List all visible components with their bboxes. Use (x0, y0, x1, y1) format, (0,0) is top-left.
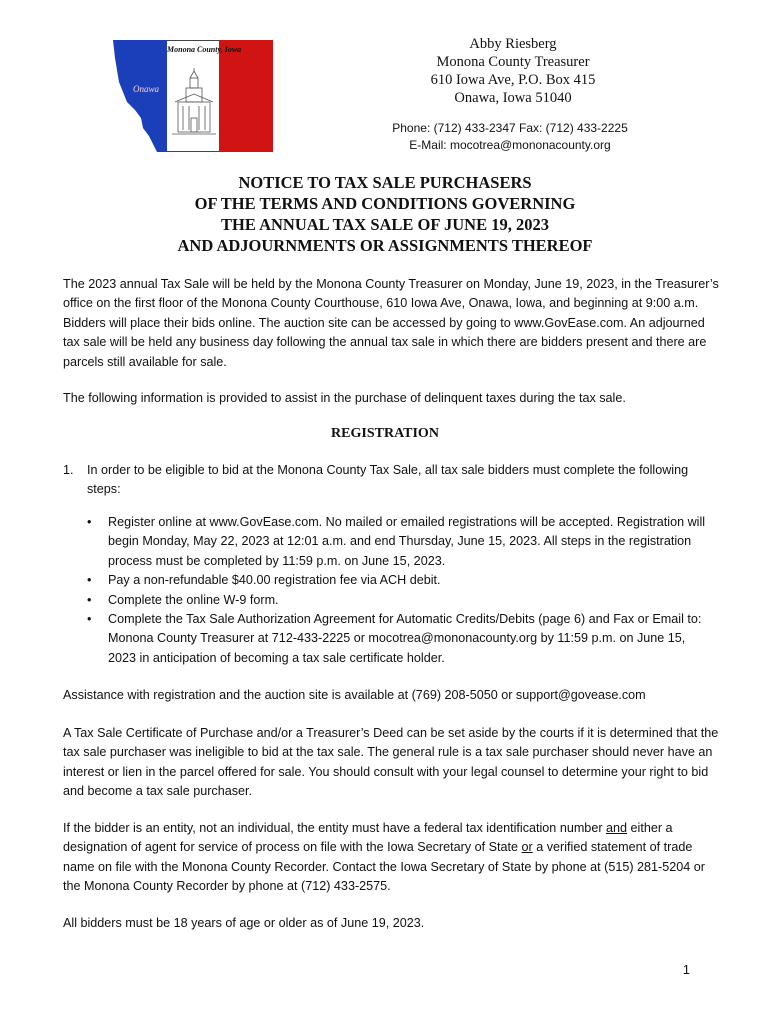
courthouse-icon (170, 68, 218, 138)
entity-paragraph (63, 819, 723, 897)
phone-fax-line: Phone: (712) 433-2347 Fax: (712) 433-2225 (392, 121, 628, 135)
title-line-3: THE ANNUAL TAX SALE OF JUNE 19, 2023 (221, 215, 549, 234)
eligibility-paragraph: A Tax Sale Certificate of Purchase and/or a Treasurer’s Deed can be set aside by the courts if it is determined that the tax sale purchaser was ineligible to bid at the tax sale. The general rule is a tax sale purchaser should never have an interest or lien in the parcel offered for sale. You should consult with your legal counsel to determine your right to bid and become a tax sale purchaser. (63, 726, 719, 799)
list-item (85, 513, 715, 571)
entity-underlined-and: and (606, 821, 628, 835)
list-item (85, 571, 715, 590)
page-number: 1 (682, 962, 690, 977)
list-item (85, 610, 715, 668)
office-street: 610 Iowa Ave, P.O. Box 415 (430, 72, 596, 88)
title-line-2: OF THE TERMS AND CONDITIONS GOVERNING (194, 194, 576, 213)
bullet-icon: • (87, 592, 92, 607)
logo-city-label: Onawa (133, 84, 160, 94)
bullet-icon: • (87, 515, 92, 529)
intro-paragraph: The 2023 annual Tax Sale will be held by the Monona County Treasurer on Monday, June 19, 2023, in the Treasurer’s office on the first floor of the Monona County Courthouse, 610 Iowa Ave, Onawa, Iowa, and beginning at 9:00 a.m. Bidders will place their bids online. The auction site can be accessed by going to www.GovEase.com. An adjourned tax sale will be held any business day following the annual tax sale in which there are bidders present and there are parcels still available for sale. (63, 277, 719, 369)
list-item-text: Complete the online W-9 form. (108, 592, 279, 607)
treasurer-office: Monona County Treasurer (436, 54, 590, 70)
logo-red-band (219, 40, 273, 152)
list-item-text: Register online at www.GovEase.com. No mailed or emailed registrations will be accepted. Registration will begin Monday, May 22, 2023 at 12:01 a.m. and end Thursday, June 15, 2023. All steps in the registration process must be completed by 11:59 p.m. on June 15, 2023. (108, 515, 706, 568)
item-text: In order to be eligible to bid at the Monona County Tax Sale, all tax sale bidders must complete the following steps: (87, 463, 689, 497)
entity-text-c: a verified statement of trade name on file with the Monona County Recorder. Contact the Iowa Secretary of State by phone at (515) 281-5204 or the Monona County Recorder by phone at (712) 433-2575. (63, 840, 705, 894)
office-city: Onawa, Iowa 51040 (454, 90, 572, 106)
entity-text-b: either a designation of agent for service of process on file with the Iowa Secretary of State (63, 821, 673, 855)
list-item-text: Complete the Tax Sale Authorization Agreement for Automatic Credits/Debits (page 6) and Fax or Email to: Monona County Treasurer at 712-433-2225 or mocotrea@mononacounty.org by 11:59 p.m. on June 15, 2023 in anticipation of becoming a tax sale certificate holder. (108, 612, 702, 665)
item-number: 1. (63, 463, 74, 477)
list-item (85, 591, 715, 610)
info-paragraph: The following information is provided to assist in the purchase of delinquent taxes during the tax sale. (63, 391, 626, 405)
age-requirement-paragraph: All bidders must be 18 years of age or older as of June 19, 2023. (63, 916, 425, 930)
iowa-map-shape (113, 40, 167, 152)
title-line-1: NOTICE TO TAX SALE PURCHASERS (238, 173, 532, 192)
registration-steps-list (85, 513, 715, 668)
entity-text-a: If the bidder is an entity, not an individual, the entity must have a federal tax identification number (63, 821, 607, 835)
entity-underlined-or: or (521, 840, 533, 855)
bullet-icon: • (87, 573, 92, 588)
notice-title (60, 172, 710, 256)
registration-heading: REGISTRATION (331, 426, 439, 441)
title-line-4: AND ADJOURNMENTS OR ASSIGNMENTS THEREOF (177, 236, 593, 255)
treasurer-address-block (398, 35, 628, 107)
contact-block (360, 120, 660, 154)
bullet-icon: • (87, 612, 92, 627)
logo-title: Monona County, Iowa (167, 45, 242, 54)
treasurer-name: Abby Riesberg (469, 36, 557, 52)
county-logo (113, 40, 273, 152)
assistance-paragraph: Assistance with registration and the auction site is available at (769) 208-5050 or support@govease.com (63, 688, 646, 702)
list-item-text: Pay a non-refundable $40.00 registration fee via ACH debit. (108, 573, 441, 588)
email-line: E-Mail: mocotrea@mononacounty.org (409, 138, 611, 152)
